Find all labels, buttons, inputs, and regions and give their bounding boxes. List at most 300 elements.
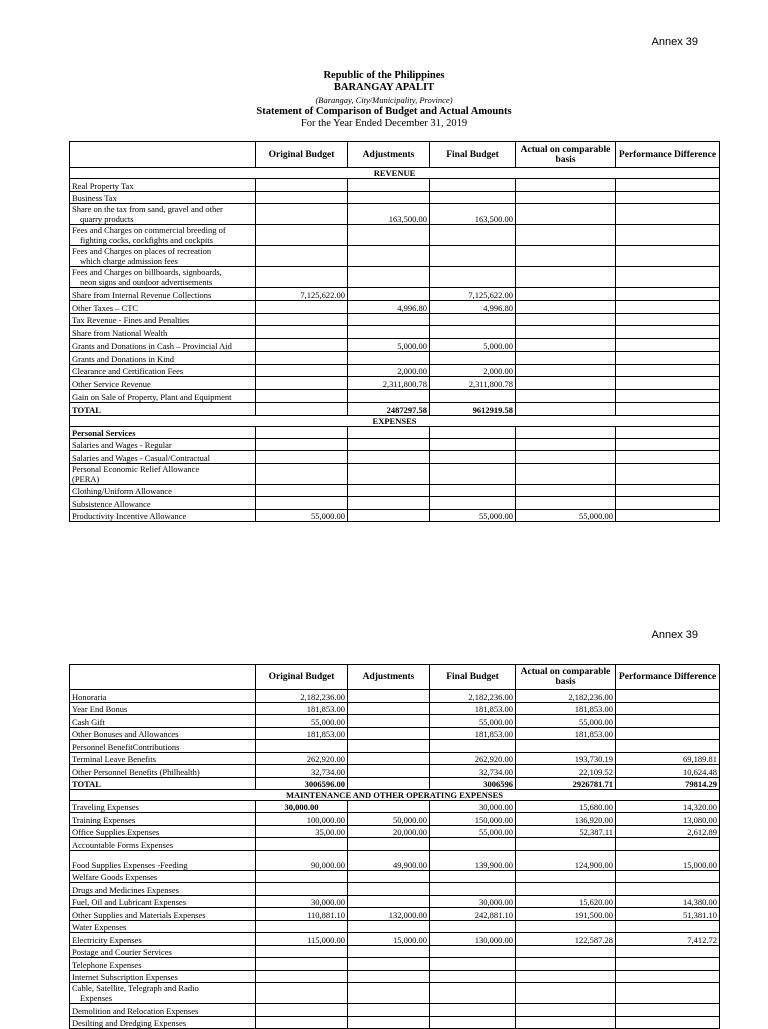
cell-adjustments: 4,996.80: [348, 301, 430, 314]
row-label-text: Terminal Leave Benefits: [72, 754, 156, 764]
table-row: [70, 225, 720, 246]
table-row: [70, 895, 720, 908]
section-expenses: [70, 415, 720, 426]
cell-original-budget: 35,00.00: [256, 825, 348, 838]
total-row: [70, 777, 720, 789]
cell-actual: 122,587.28: [516, 933, 616, 946]
table-row: [70, 191, 720, 204]
cell-adjustments: [348, 740, 430, 753]
cell-actual: [516, 246, 616, 267]
row-label-text: Share on the tax from sand, gravel and other: [72, 204, 223, 215]
table-row: [70, 883, 720, 896]
cell-adjustments: [348, 509, 430, 522]
cell-original-budget: [256, 204, 348, 225]
cell-actual: 181,853.00: [516, 727, 616, 740]
cell-original-budget: [256, 389, 348, 402]
row-label: [70, 933, 256, 946]
cell-original-budget: 90,000.00: [256, 850, 348, 870]
cell-final-budget: [430, 920, 516, 933]
empty-cell: [256, 426, 348, 438]
cell-actual: [516, 838, 616, 851]
table-row: [70, 958, 720, 971]
row-label: [70, 765, 256, 778]
budget-table-page1: [69, 141, 720, 522]
row-label-text: Productivity Incentive Allowance: [72, 511, 187, 522]
cell-performance-difference: [616, 402, 720, 415]
row-label-text: Grants and Donations in Cash – Provincial Aid: [72, 340, 232, 351]
cell-original-budget: 3006596.00: [256, 777, 348, 789]
cell-original-budget: 115,000.00: [256, 933, 348, 946]
cell-adjustments: [348, 389, 430, 402]
header-location: (Barangay, City/Municipality, Province): [315, 95, 453, 105]
cell-actual: [516, 204, 616, 225]
cell-original-budget: 30,000.00: [256, 800, 348, 813]
row-label-text: Clothing/Uniform Allowance: [72, 486, 172, 497]
cell-actual: 124,900.00: [516, 850, 616, 870]
cell-original-budget: 100,000.00: [256, 813, 348, 826]
row-label: [70, 958, 256, 971]
col-actual: Actual on comparable basis: [516, 142, 616, 168]
cell-adjustments: [348, 438, 430, 451]
cell-original-budget: [256, 351, 348, 364]
cell-final-budget: [430, 463, 516, 484]
cell-final-budget: 55,000.00: [430, 509, 516, 522]
cell-performance-difference: 13,080.00: [616, 813, 720, 826]
row-label: [70, 484, 256, 497]
row-label-text: Demolition and Relocation Expenses: [72, 1005, 199, 1016]
table-row: [70, 933, 720, 946]
row-label: [70, 838, 256, 851]
cell-final-budget: [430, 740, 516, 753]
table-row: [70, 364, 720, 377]
cell-final-budget: 130,000.00: [430, 933, 516, 946]
cell-adjustments: 15,000.00: [348, 933, 430, 946]
cell-final-budget: 32,734.00: [430, 765, 516, 778]
cell-adjustments: [348, 727, 430, 740]
cell-adjustments: 50,000.00: [348, 813, 430, 826]
cell-final-budget: [430, 389, 516, 402]
row-label: [70, 740, 256, 753]
table-row: [70, 313, 720, 326]
row-label-text: Welfare Goods Expenses: [72, 872, 158, 882]
row-label-text: Internet Subscription Expenses: [72, 972, 178, 982]
row-label-text: Other Taxes – CTC: [72, 302, 139, 313]
row-label-text: Clearance and Certification Fees: [72, 366, 184, 377]
cell-original-budget: [256, 970, 348, 983]
cell-adjustments: [348, 179, 430, 192]
table-row: [70, 740, 720, 753]
cell-performance-difference: 15,000.00: [616, 850, 720, 870]
row-label: [70, 402, 256, 415]
cell-adjustments: [348, 777, 430, 789]
cell-adjustments: 5,000.00: [348, 339, 430, 352]
cell-adjustments: [348, 800, 430, 813]
table-row: [70, 463, 720, 484]
row-label-continuation: quarry products: [80, 214, 134, 225]
table-row: [70, 800, 720, 813]
cell-actual: 22,109.52: [516, 765, 616, 778]
cell-performance-difference: 14,320.00: [616, 800, 720, 813]
cell-adjustments: [348, 497, 430, 510]
table-row: [70, 451, 720, 464]
row-label-text: Share from Internal Revenue Collections: [72, 290, 212, 301]
cell-actual: [516, 497, 616, 510]
row-label: [70, 339, 256, 352]
row-label: [70, 246, 256, 267]
cell-final-budget: 163,500.00: [430, 204, 516, 225]
cell-original-budget: [256, 225, 348, 246]
empty-cell: [348, 426, 430, 438]
cell-adjustments: [348, 288, 430, 301]
row-label: [70, 377, 256, 390]
table-row: [70, 690, 720, 703]
cell-performance-difference: [616, 389, 720, 402]
cell-final-budget: [430, 945, 516, 958]
cell-original-budget: [256, 191, 348, 204]
table-row: [70, 301, 720, 314]
row-label-text: Telephone Expenses: [72, 959, 142, 970]
cell-final-budget: 4,996.80: [430, 301, 516, 314]
cell-actual: [516, 484, 616, 497]
cell-actual: [516, 870, 616, 883]
table-row: [70, 1004, 720, 1017]
cell-original-budget: 32,734.00: [256, 765, 348, 778]
table-row: [70, 509, 720, 522]
row-label-text: Year End Bonus: [72, 704, 128, 714]
table-row: [70, 246, 720, 267]
row-label-text: TOTAL: [72, 404, 101, 415]
cell-final-budget: 242,881.10: [430, 908, 516, 921]
cell-performance-difference: [616, 339, 720, 352]
row-label: [70, 945, 256, 958]
cell-actual: [516, 301, 616, 314]
col-actual: Actual on comparable basis: [516, 665, 616, 690]
row-label: [70, 777, 256, 789]
total-row: [70, 402, 720, 415]
cell-performance-difference: 14,380.00: [616, 895, 720, 908]
cell-performance-difference: [616, 326, 720, 339]
row-label: [70, 800, 256, 813]
table-row: [70, 970, 720, 983]
empty-cell: [516, 426, 616, 438]
row-label-text: Fees and Charges on places of recreation: [72, 246, 212, 257]
col-performance-difference: Performance Difference: [616, 665, 720, 690]
cell-adjustments: [348, 870, 430, 883]
cell-final-budget: [430, 838, 516, 851]
table-row: [70, 870, 720, 883]
cell-adjustments: 2,311,800.78: [348, 377, 430, 390]
cell-performance-difference: 51,381.10: [616, 908, 720, 921]
row-label: [70, 509, 256, 522]
cell-final-budget: [430, 179, 516, 192]
row-label-text: Gain on Sale of Property, Plant and Equipment: [72, 391, 232, 402]
row-label-text: Electricity Expenses: [72, 934, 142, 945]
cell-original-budget: [256, 451, 348, 464]
cell-final-budget: [430, 1016, 516, 1029]
cell-performance-difference: [616, 1016, 720, 1029]
section-mooe: [70, 789, 720, 800]
cell-final-budget: [430, 958, 516, 971]
row-label-text: Salaries and Wages - Regular: [72, 440, 172, 451]
row-label: [70, 364, 256, 377]
cell-adjustments: 2487297.58: [348, 402, 430, 415]
cell-performance-difference: 10,624.48: [616, 765, 720, 778]
table-row: [70, 850, 720, 870]
row-label-text: Water Expenses: [72, 922, 127, 932]
cell-actual: [516, 326, 616, 339]
table-row: [70, 945, 720, 958]
cell-performance-difference: [616, 246, 720, 267]
table-row: [70, 765, 720, 778]
cell-adjustments: 163,500.00: [348, 204, 430, 225]
header-country: Republic of the Philippines: [323, 70, 445, 81]
row-label-text: Other Bonuses and Allowances: [72, 729, 179, 739]
row-label-text: Training Expenses: [72, 814, 136, 825]
cell-performance-difference: [616, 870, 720, 883]
table-row: [70, 351, 720, 364]
cell-original-budget: [256, 484, 348, 497]
annex-label-page2: Annex 39: [651, 629, 698, 641]
cell-actual: [516, 377, 616, 390]
row-label: [70, 727, 256, 740]
cell-performance-difference: [616, 920, 720, 933]
table-row: [70, 920, 720, 933]
budget-table-page2: [69, 664, 720, 1029]
section-mooe-label: MAINTENANCE AND OTHER OPERATING EXPENSES: [70, 789, 720, 800]
row-label: [70, 438, 256, 451]
row-label: [70, 351, 256, 364]
table-row: [70, 484, 720, 497]
cell-actual: [516, 179, 616, 192]
row-label: [70, 690, 256, 703]
row-label-continuation: fighting cocks, cockfights and cockpits: [80, 235, 213, 246]
table-row: [70, 702, 720, 715]
cell-actual: [516, 191, 616, 204]
empty-cell: [616, 426, 720, 438]
cell-performance-difference: [616, 838, 720, 851]
row-label-text: Other Supplies and Materials Expenses: [72, 909, 206, 920]
row-label-text: Fees and Charges on billboards, signboards,: [72, 267, 222, 278]
cell-actual: [516, 463, 616, 484]
cell-performance-difference: [616, 958, 720, 971]
cell-actual: [516, 288, 616, 301]
row-label: [70, 225, 256, 246]
section-revenue: [70, 168, 720, 179]
cell-final-budget: 5,000.00: [430, 339, 516, 352]
cell-original-budget: 181,853.00: [256, 727, 348, 740]
cell-actual: 2,182,236.00: [516, 690, 616, 703]
cell-adjustments: 2,000.00: [348, 364, 430, 377]
row-label-text: Personnel BenefitContributions: [72, 741, 180, 752]
empty-cell: [430, 426, 516, 438]
cell-final-budget: 139,900.00: [430, 850, 516, 870]
cell-performance-difference: [616, 377, 720, 390]
cell-performance-difference: [616, 288, 720, 301]
cell-original-budget: [256, 463, 348, 484]
cell-actual: 15,680.00: [516, 800, 616, 813]
cell-original-budget: 262,920.00: [256, 752, 348, 765]
row-label-text: Salaries and Wages - Casual/Contractual: [72, 452, 210, 463]
cell-performance-difference: [616, 970, 720, 983]
cell-original-budget: [256, 438, 348, 451]
cell-original-budget: [256, 402, 348, 415]
cell-actual: 193,730.19: [516, 752, 616, 765]
cell-performance-difference: [616, 497, 720, 510]
cell-adjustments: [348, 246, 430, 267]
row-label-text: Real Property Tax: [72, 180, 134, 191]
cell-original-budget: 55,000.00: [256, 509, 348, 522]
cell-final-budget: [430, 883, 516, 896]
table-row: [70, 339, 720, 352]
cell-final-budget: [430, 983, 516, 1004]
cell-performance-difference: [616, 301, 720, 314]
cell-actual: [516, 225, 616, 246]
cell-final-budget: [430, 451, 516, 464]
table-row: [70, 497, 720, 510]
row-label: [70, 920, 256, 933]
col-adjustments: Adjustments: [348, 142, 430, 168]
table-row: [70, 1016, 720, 1029]
cell-original-budget: [256, 377, 348, 390]
cell-original-budget: [256, 883, 348, 896]
cell-adjustments: [348, 451, 430, 464]
section-revenue-label: REVENUE: [70, 168, 720, 179]
table-row: [70, 715, 720, 728]
cell-original-budget: [256, 364, 348, 377]
cell-original-budget: [256, 246, 348, 267]
cell-adjustments: [348, 267, 430, 288]
cell-original-budget: [256, 301, 348, 314]
col-final-budget: Final Budget: [430, 665, 516, 690]
cell-actual: [516, 339, 616, 352]
row-label-text: Personal Economic Relief Allowance: [72, 463, 200, 474]
row-label-text: Other Personnel Benefits (Philhealth): [72, 766, 200, 777]
row-label: [70, 870, 256, 883]
cell-final-budget: [430, 351, 516, 364]
cell-performance-difference: [616, 690, 720, 703]
cell-adjustments: [348, 765, 430, 778]
cell-actual: [516, 740, 616, 753]
cell-adjustments: [348, 1016, 430, 1029]
cell-adjustments: [348, 883, 430, 896]
cell-original-budget: [256, 983, 348, 1004]
row-label-text: Postage and Courier Services: [72, 947, 172, 957]
cell-final-budget: [430, 497, 516, 510]
cell-final-budget: [430, 191, 516, 204]
row-label: [70, 179, 256, 192]
col-blank: [70, 142, 256, 168]
cell-performance-difference: [616, 191, 720, 204]
row-label: [70, 326, 256, 339]
cell-performance-difference: 79814.29: [616, 777, 720, 789]
cell-actual: [516, 389, 616, 402]
cell-final-budget: [430, 225, 516, 246]
row-label: [70, 1016, 256, 1029]
row-label-text: Office Supplies Expenses: [72, 827, 160, 837]
cell-actual: [516, 883, 616, 896]
document-header: [0, 70, 768, 130]
row-label-text: Other Service Revenue: [72, 378, 151, 389]
cell-adjustments: [348, 351, 430, 364]
row-label: [70, 970, 256, 983]
cell-performance-difference: [616, 463, 720, 484]
cell-adjustments: [348, 313, 430, 326]
cell-final-budget: [430, 326, 516, 339]
col-performance-difference: Performance Difference: [616, 142, 720, 168]
cell-final-budget: 2,000.00: [430, 364, 516, 377]
row-label-text: Drugs and Medicines Expenses: [72, 884, 179, 895]
cell-performance-difference: [616, 225, 720, 246]
col-original-budget: Original Budget: [256, 142, 348, 168]
row-label-text: Subsistence Allowance: [72, 498, 151, 509]
cell-final-budget: [430, 484, 516, 497]
cell-performance-difference: [616, 509, 720, 522]
row-label-text: Cable, Satellite, Telegraph and Radio: [72, 983, 199, 993]
row-label: [70, 191, 256, 204]
row-label-text: Traveling Expenses: [72, 802, 139, 812]
section-expenses-label: EXPENSES: [70, 415, 720, 426]
cell-performance-difference: [616, 727, 720, 740]
row-label: [70, 1004, 256, 1017]
col-original-budget: Original Budget: [256, 665, 348, 690]
cell-performance-difference: [616, 313, 720, 326]
cell-actual: 2926781.71: [516, 777, 616, 789]
table-row: [70, 389, 720, 402]
cell-performance-difference: [616, 740, 720, 753]
row-label: [70, 825, 256, 838]
cell-actual: 136,920.00: [516, 813, 616, 826]
cell-original-budget: 181,853.00: [256, 702, 348, 715]
cell-final-budget: 3006596: [430, 777, 516, 789]
cell-actual: 55,000.00: [516, 715, 616, 728]
row-label: [70, 983, 256, 1004]
cell-final-budget: 2,182,236.00: [430, 690, 516, 703]
row-label: [70, 850, 256, 870]
cell-performance-difference: [616, 1004, 720, 1017]
cell-performance-difference: [616, 883, 720, 896]
table-row: [70, 813, 720, 826]
row-label: [70, 813, 256, 826]
col-final-budget: Final Budget: [430, 142, 516, 168]
cell-performance-difference: [616, 451, 720, 464]
row-label-text: Fees and Charges on commercial breeding of: [72, 225, 226, 236]
cell-final-budget: 2,311,800.78: [430, 377, 516, 390]
row-label-text: Honoraria: [72, 691, 107, 702]
cell-performance-difference: [616, 484, 720, 497]
cell-final-budget: 30,000.00: [430, 800, 516, 813]
cell-actual: [516, 313, 616, 326]
cell-original-budget: [256, 267, 348, 288]
col-adjustments: Adjustments: [348, 665, 430, 690]
row-label-text: Share from National Wealth: [72, 328, 168, 339]
row-label: [70, 497, 256, 510]
row-label-text: Fuel, Oil and Lubricant Expenses: [72, 897, 187, 907]
row-label: [70, 702, 256, 715]
personal-services-row: [70, 426, 720, 438]
annex-label: Annex 39: [651, 36, 698, 48]
cell-adjustments: 20,000.00: [348, 825, 430, 838]
table-row: [70, 377, 720, 390]
cell-original-budget: [256, 945, 348, 958]
cell-final-budget: [430, 246, 516, 267]
table-row: [70, 204, 720, 225]
cell-performance-difference: [616, 715, 720, 728]
row-label: [70, 204, 256, 225]
table-row: [70, 983, 720, 1004]
cell-adjustments: [348, 191, 430, 204]
row-label-text: Food Supplies Expenses -Feeding: [72, 859, 188, 870]
cell-original-budget: [256, 1004, 348, 1017]
